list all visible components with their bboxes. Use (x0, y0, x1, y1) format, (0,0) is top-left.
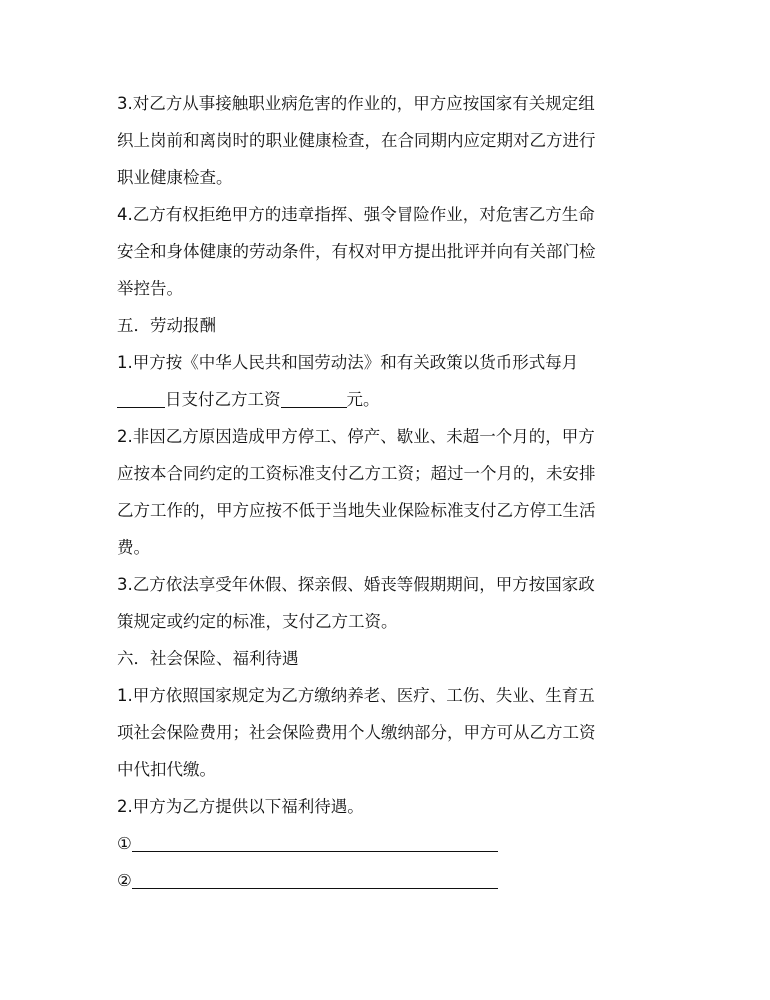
clause-text: 应按本合同约定的工资标准支付乙方工资；超过一个月的，未安排 (117, 464, 596, 483)
clause-text: 举控告。 (117, 279, 183, 298)
clause-text: 费。 (117, 538, 150, 557)
section-heading: 六．社会保险、福利待遇 (117, 649, 299, 668)
benefit-blank[interactable] (132, 829, 498, 852)
clause-text: 3.乙方依法享受年休假、探亲假、婚丧等假期期间，甲方按国家政 (117, 575, 595, 594)
clause-text: 织上岗前和离岗时的职业健康检查，在合同期内应定期对乙方进行 (117, 131, 596, 150)
contract-page (117, 85, 657, 899)
clause-text: 3.对乙方从事接触职业病危害的作业的，甲方应按国家有关规定组 (117, 94, 595, 113)
clause-text: 安全和身体健康的劳动条件，有权对甲方提出批评并向有关部门检 (117, 242, 596, 261)
wage-unit-text: 元。 (346, 390, 380, 409)
pay-day-blank[interactable] (117, 385, 165, 408)
clause-text: 中代扣代缴。 (117, 760, 216, 779)
benefit-blank[interactable] (132, 866, 498, 889)
benefit-item (117, 825, 657, 862)
clause-text: 职业健康检查。 (117, 168, 233, 187)
benefit-marker: ① (117, 834, 132, 853)
wage-payment-line (117, 381, 657, 418)
clause-text: 策规定或约定的标准，支付乙方工资。 (117, 612, 398, 631)
benefit-marker: ② (117, 871, 132, 890)
clause-text: 项社会保险费用；社会保险费用个人缴纳部分，甲方可从乙方工资 (117, 723, 596, 742)
benefit-item (117, 862, 657, 899)
clause-text: 1.甲方按《中华人民共和国劳动法》和有关政策以货币形式每月 (117, 353, 579, 372)
clause-text: 4.乙方有权拒绝甲方的违章指挥、强令冒险作业，对危害乙方生命 (117, 205, 595, 224)
section-heading: 五．劳动报酬 (117, 316, 216, 335)
clause-text: 2.甲方为乙方提供以下福利待遇。 (117, 797, 364, 816)
wage-amount-blank[interactable] (281, 385, 347, 408)
clause-text: 1.甲方依照国家规定为乙方缴纳养老、医疗、工伤、失业、生育五 (117, 686, 595, 705)
clause-text: 乙方工作的，甲方应按不低于当地失业保险标准支付乙方停工生活 (117, 501, 596, 520)
clause-text: 2.非因乙方原因造成甲方停工、停产、歇业、未超一个月的，甲方 (117, 427, 595, 446)
wage-text: 日支付乙方工资 (165, 390, 281, 409)
